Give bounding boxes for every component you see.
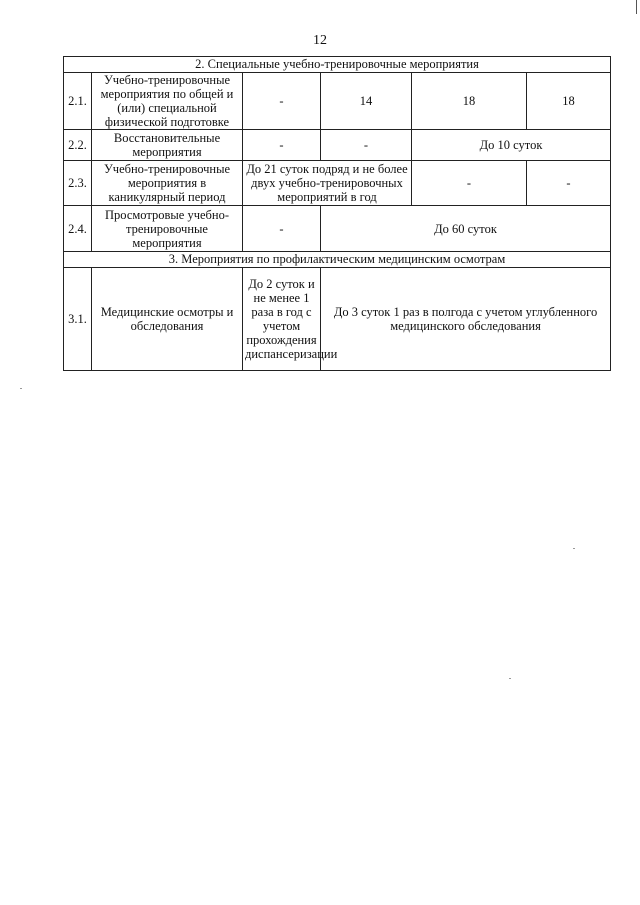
row-number: 2.4. — [64, 206, 92, 252]
cell-merged-value: До 21 суток подряд и не более двух учебно-тренировочных мероприятий в год — [243, 161, 412, 206]
table-row — [64, 206, 611, 252]
row-number: 2.3. — [64, 161, 92, 206]
table-row — [64, 161, 611, 206]
section-2-header-row — [64, 57, 611, 73]
row-name: Медицинские осмотры и обследования — [92, 268, 243, 371]
section-2-title: 2. Специальные учебно-тренировочные мероприятия — [64, 57, 611, 73]
cell-merged-value: До 10 суток — [412, 130, 611, 161]
cell-value: 14 — [321, 73, 412, 130]
scan-speck — [20, 388, 22, 389]
section-3-header-row — [64, 252, 611, 268]
cell-value: - — [243, 206, 321, 252]
cell-merged-value: До 3 суток 1 раз в полгода с учетом углубленного медицинского обследования — [321, 268, 611, 371]
cell-value: 18 — [527, 73, 611, 130]
table-row — [64, 73, 611, 130]
table-row — [64, 268, 611, 371]
row-name: Восстановительные мероприятия — [92, 130, 243, 161]
cell-value: - — [412, 161, 527, 206]
cell-value: - — [243, 73, 321, 130]
scan-speck — [573, 548, 575, 549]
cell-value: - — [243, 130, 321, 161]
row-number: 2.2. — [64, 130, 92, 161]
cell-value: До 2 суток и не менее 1 раза в год с учетом прохождения диспансеризации — [243, 268, 321, 371]
row-number: 2.1. — [64, 73, 92, 130]
cell-value: - — [527, 161, 611, 206]
cell-value: 18 — [412, 73, 527, 130]
scan-edge-mark — [636, 0, 637, 14]
page-number: 12 — [313, 33, 327, 48]
row-name: Учебно-тренировочные мероприятия в каникулярный период — [92, 161, 243, 206]
cell-value: - — [321, 130, 412, 161]
scan-speck — [509, 678, 511, 679]
measures-table — [63, 56, 611, 371]
row-name: Учебно-тренировочные мероприятия по общей и (или) специальной физической подготовке — [92, 73, 243, 130]
table-row — [64, 130, 611, 161]
row-number: 3.1. — [64, 268, 92, 371]
row-name: Просмотровые учебно-тренировочные мероприятия — [92, 206, 243, 252]
cell-merged-value: До 60 суток — [321, 206, 611, 252]
section-3-title: 3. Мероприятия по профилактическим медицинским осмотрам — [64, 252, 611, 268]
